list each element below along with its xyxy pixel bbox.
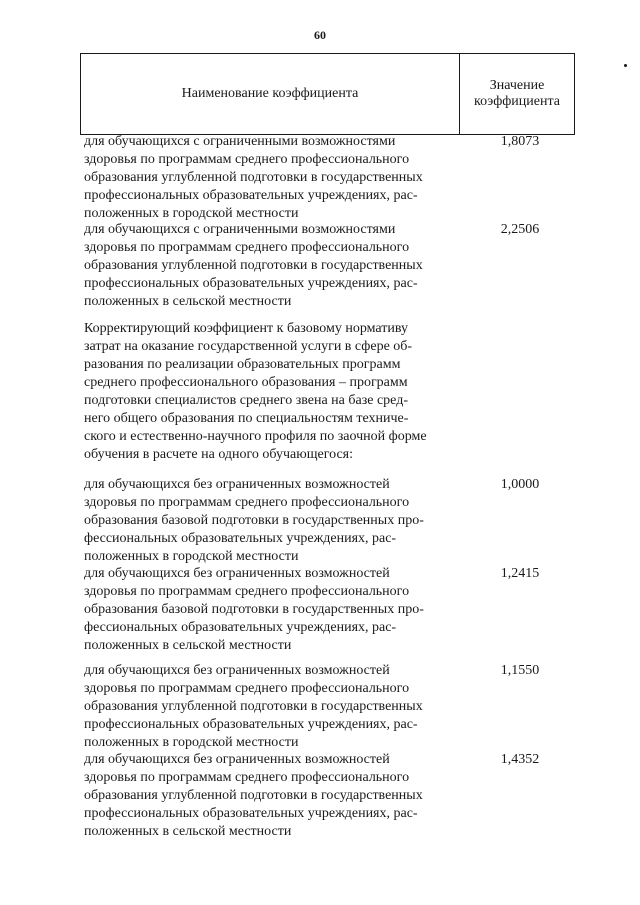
- page-number: 60: [314, 28, 326, 42]
- row-value: 1,8073: [500, 134, 540, 149]
- row-description: для обучающихся без ограниченных возможностей здоровья по программам среднего профессионального образования углубленной подготовки в государственных профессиональных образовательных учреждениях, рас- положенных в городской местности: [84, 663, 423, 750]
- row-description: для обучающихся с ограниченными возможностями здоровья по программам среднего профессионального образования углубленной подготовки в государственных профессиональных образовательных учреждениях, рас- положенных в сельской местности: [84, 222, 423, 309]
- table-header: [80, 53, 575, 135]
- row-description: Корректирующий коэффициент к базовому нормативу затрат на оказание государственной услуги в сфере об- разования по реализации образовательных программ среднего профессионального образования – программ подготовки специалистов среднего звена на базе сред- него общего образования по специальностям техниче- ского и естественно-научного профиля по заочной форме обучения в расчете на одного обучающегося:: [84, 321, 427, 462]
- row-value: 1,2415: [500, 566, 540, 581]
- row-value: 2,2506: [500, 222, 540, 237]
- header-coefficient-name: Наименование коэффициента: [181, 86, 359, 101]
- row-description: для обучающихся без ограниченных возможностей здоровья по программам среднего профессионального образования углубленной подготовки в государственных профессиональных образовательных учреждениях, рас- положенных в сельской местности: [84, 752, 423, 839]
- row-description: для обучающихся без ограниченных возможностей здоровья по программам среднего профессионального образования базовой подготовки в государственных про- фессиональных образовательных учреждениях, рас- положенных в городской местности: [84, 477, 424, 564]
- row-value: 1,0000: [500, 477, 540, 492]
- row-value: 1,1550: [500, 663, 540, 678]
- row-description: для обучающихся с ограниченными возможностями здоровья по программам среднего профессионального образования углубленной подготовки в государственных профессиональных образовательных учреждениях, рас- положенных в городской местности: [84, 134, 423, 221]
- row-value: 1,4352: [500, 752, 540, 767]
- header-coefficient-value: Значение коэффициента: [474, 78, 560, 109]
- row-description: для обучающихся без ограниченных возможностей здоровья по программам среднего профессионального образования базовой подготовки в государственных про- фессиональных образовательных учреждениях, рас- положенных в сельской местности: [84, 566, 424, 653]
- scan-mark: [624, 64, 627, 67]
